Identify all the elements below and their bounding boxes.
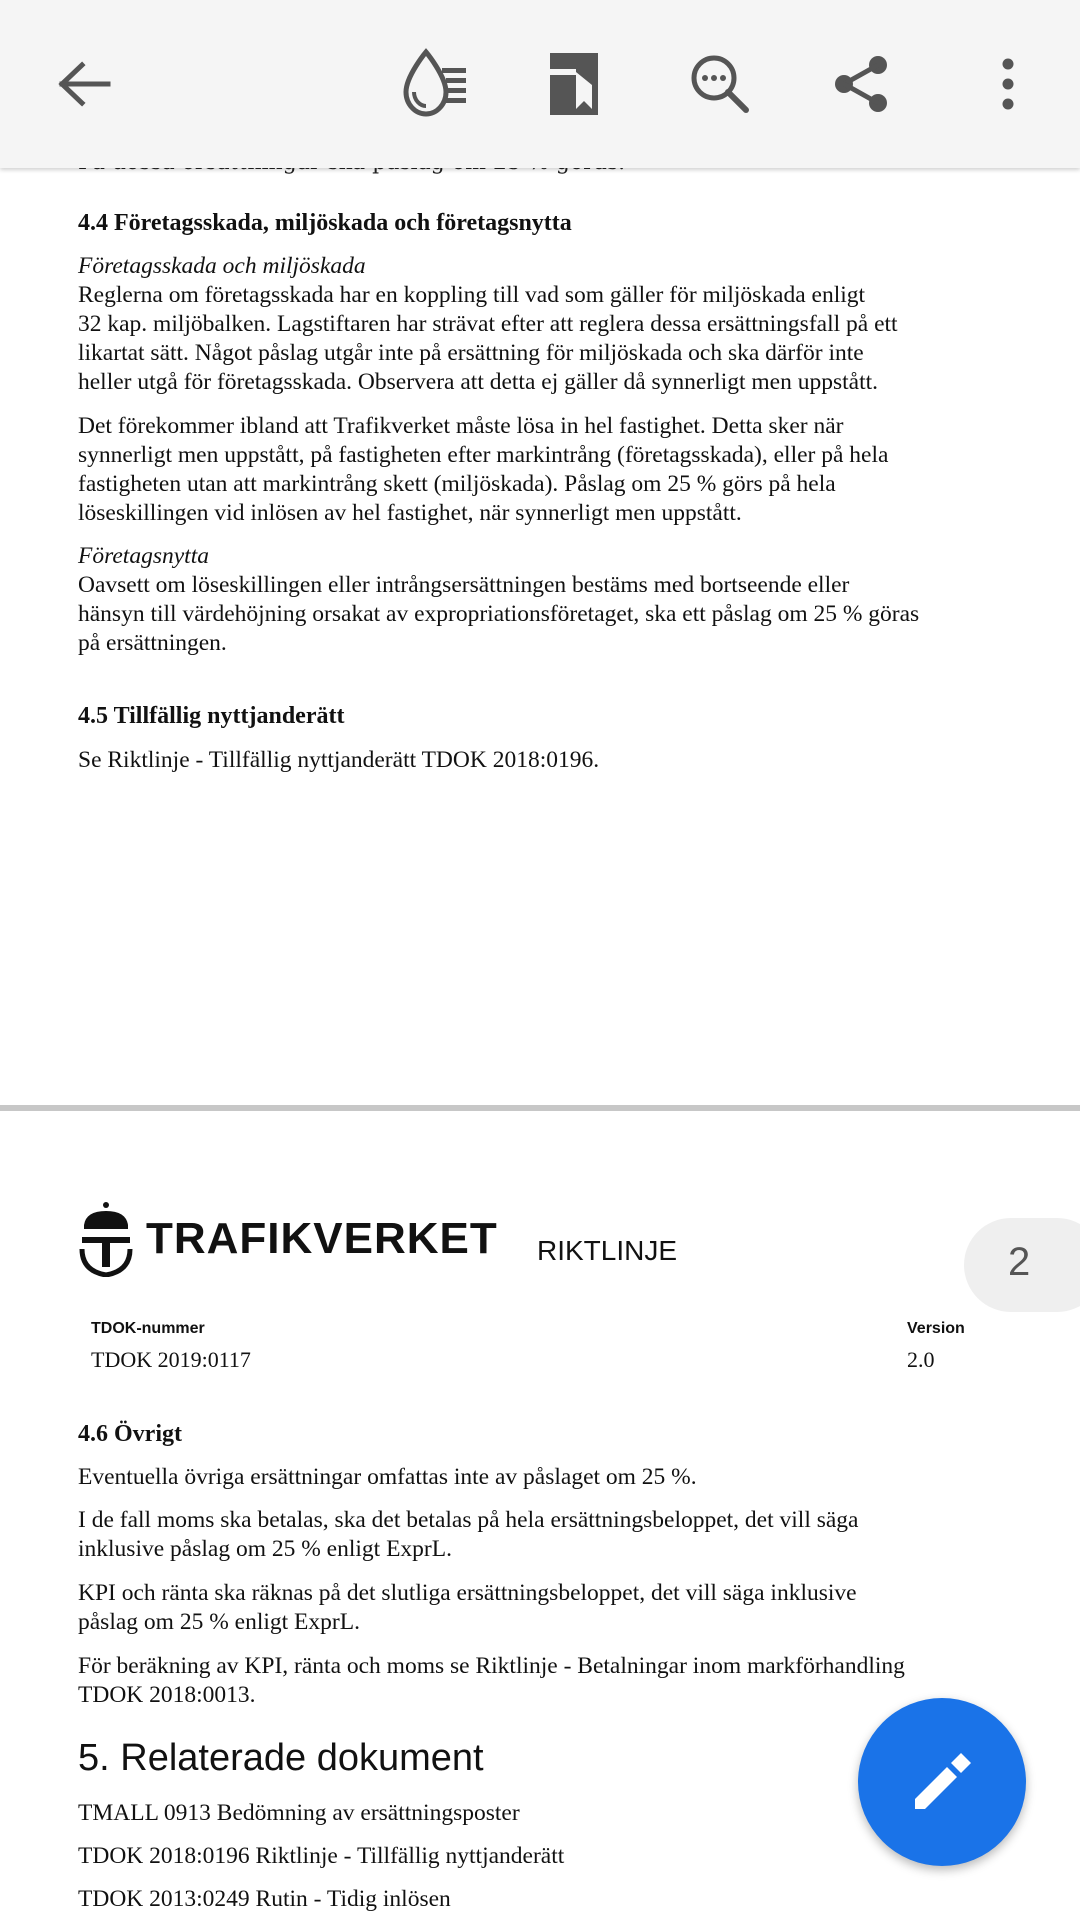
logo-wordmark: TRAFIKVERKET bbox=[146, 1214, 498, 1263]
arrow-left-icon bbox=[54, 59, 114, 109]
edit-fab-button[interactable] bbox=[858, 1698, 1026, 1866]
paragraph: Se Riktlinje - Tillfällig nyttjanderätt TDOK 2018:0196. bbox=[78, 747, 600, 773]
edit-pencil-icon bbox=[909, 1749, 975, 1815]
tdok-label: TDOK-nummer bbox=[91, 1320, 205, 1337]
paragraph: KPI och ränta ska räknas på det slutliga ersättningsbeloppet, det vill säga inklusive påslag om 25 % enligt ExprL. bbox=[78, 1580, 857, 1635]
section-heading: 4.5 Tillfällig nyttjanderätt bbox=[78, 703, 345, 729]
reflow-icon bbox=[396, 46, 472, 122]
paragraph: I de fall moms ska betalas, ska det betalas på hela ersättningsbeloppet, det vill säga inklusive påslag om 25 % enligt ExprL. bbox=[78, 1507, 859, 1562]
subheading: Företagsnytta bbox=[78, 543, 209, 569]
version-value: 2.0 bbox=[907, 1347, 935, 1372]
crown-emblem-icon bbox=[78, 1201, 134, 1277]
section-4-5 bbox=[78, 702, 1038, 731]
more-options-button[interactable] bbox=[958, 34, 1058, 134]
section-4-4-body bbox=[78, 252, 1038, 397]
share-icon bbox=[832, 54, 892, 114]
paragraph: Det förekommer ibland att Trafikverket måste lösa in hel fastighet. Detta sker när synnerligt men uppstått, på fastigheten efter markintrång (företagsskada), eller på hela fastigheten utan att markintrång skett (miljöskada). Påslag om 25 % görs på hela löseskillingen vid inlösen av hel fastighet, när synnerligt men uppstått. bbox=[78, 413, 889, 526]
section-heading: 4.4 Företagsskada, miljöskada och företagsnytta bbox=[78, 210, 572, 236]
trafikverket-logo bbox=[78, 1201, 498, 1277]
version-label: Version bbox=[907, 1320, 965, 1337]
page-number: 2 bbox=[1008, 1240, 1031, 1284]
section-heading: 4.6 Övrigt bbox=[78, 1421, 182, 1447]
page-number-indicator bbox=[964, 1218, 1080, 1312]
back-button[interactable] bbox=[34, 34, 134, 134]
section-5-title: 5. Relaterade dokument bbox=[78, 1737, 484, 1779]
paragraph: Eventuella övriga ersättningar omfattas inte av påslaget om 25 %. bbox=[78, 1464, 697, 1490]
page-view-button[interactable] bbox=[526, 34, 626, 134]
search-button[interactable] bbox=[670, 34, 770, 134]
search-icon bbox=[688, 52, 752, 116]
paragraph: Oavsett om löseskillingen eller intrångsersättningen bestäms med bortseende eller hänsyn till värdehöjning orsakat av expropriationsföretaget, ska ett påslag om 25 % göras på ersättningen. bbox=[78, 572, 920, 656]
more-vert-icon bbox=[998, 56, 1018, 112]
paragraph: Reglerna om företagsskada har en koppling till vad som gäller för miljöskada enligt 32 kap. miljöbalken. Lagstiftaren har strävat efter att reglera dessa ersättningsfall på ett likartat sätt. Något påslag utgår inte på ersättning för miljöskada och ska därför inte heller utgå för företagsskada. Observera att detta ej gäller då synnerligt men uppstått. bbox=[78, 282, 898, 395]
top-app-bar bbox=[0, 0, 1080, 168]
subheading: Företagsskada och miljöskada bbox=[78, 253, 366, 279]
section-4-6 bbox=[78, 1420, 1038, 1449]
paragraph: För beräkning av KPI, ränta och moms se Riktlinje - Betalningar inom markförhandling TDOK 2018:0013. bbox=[78, 1653, 905, 1708]
reflow-button[interactable] bbox=[384, 34, 484, 134]
section-4-4 bbox=[78, 209, 1038, 238]
tdok-value: TDOK 2019:0117 bbox=[91, 1347, 251, 1372]
related-doc-item: TMALL 0913 Bedömning av ersättningsposter bbox=[78, 1800, 520, 1826]
page-fit-icon bbox=[546, 49, 606, 119]
related-doc-item: TDOK 2018:0196 Riktlinje - Tillfällig nyttjanderätt bbox=[78, 1843, 565, 1869]
related-doc-item: TDOK 2013:0249 Rutin - Tidig inlösen bbox=[78, 1886, 451, 1912]
document-type: RIKTLINJE bbox=[537, 1235, 678, 1266]
share-button[interactable] bbox=[812, 34, 912, 134]
section-4-4-nytta bbox=[78, 542, 1038, 658]
